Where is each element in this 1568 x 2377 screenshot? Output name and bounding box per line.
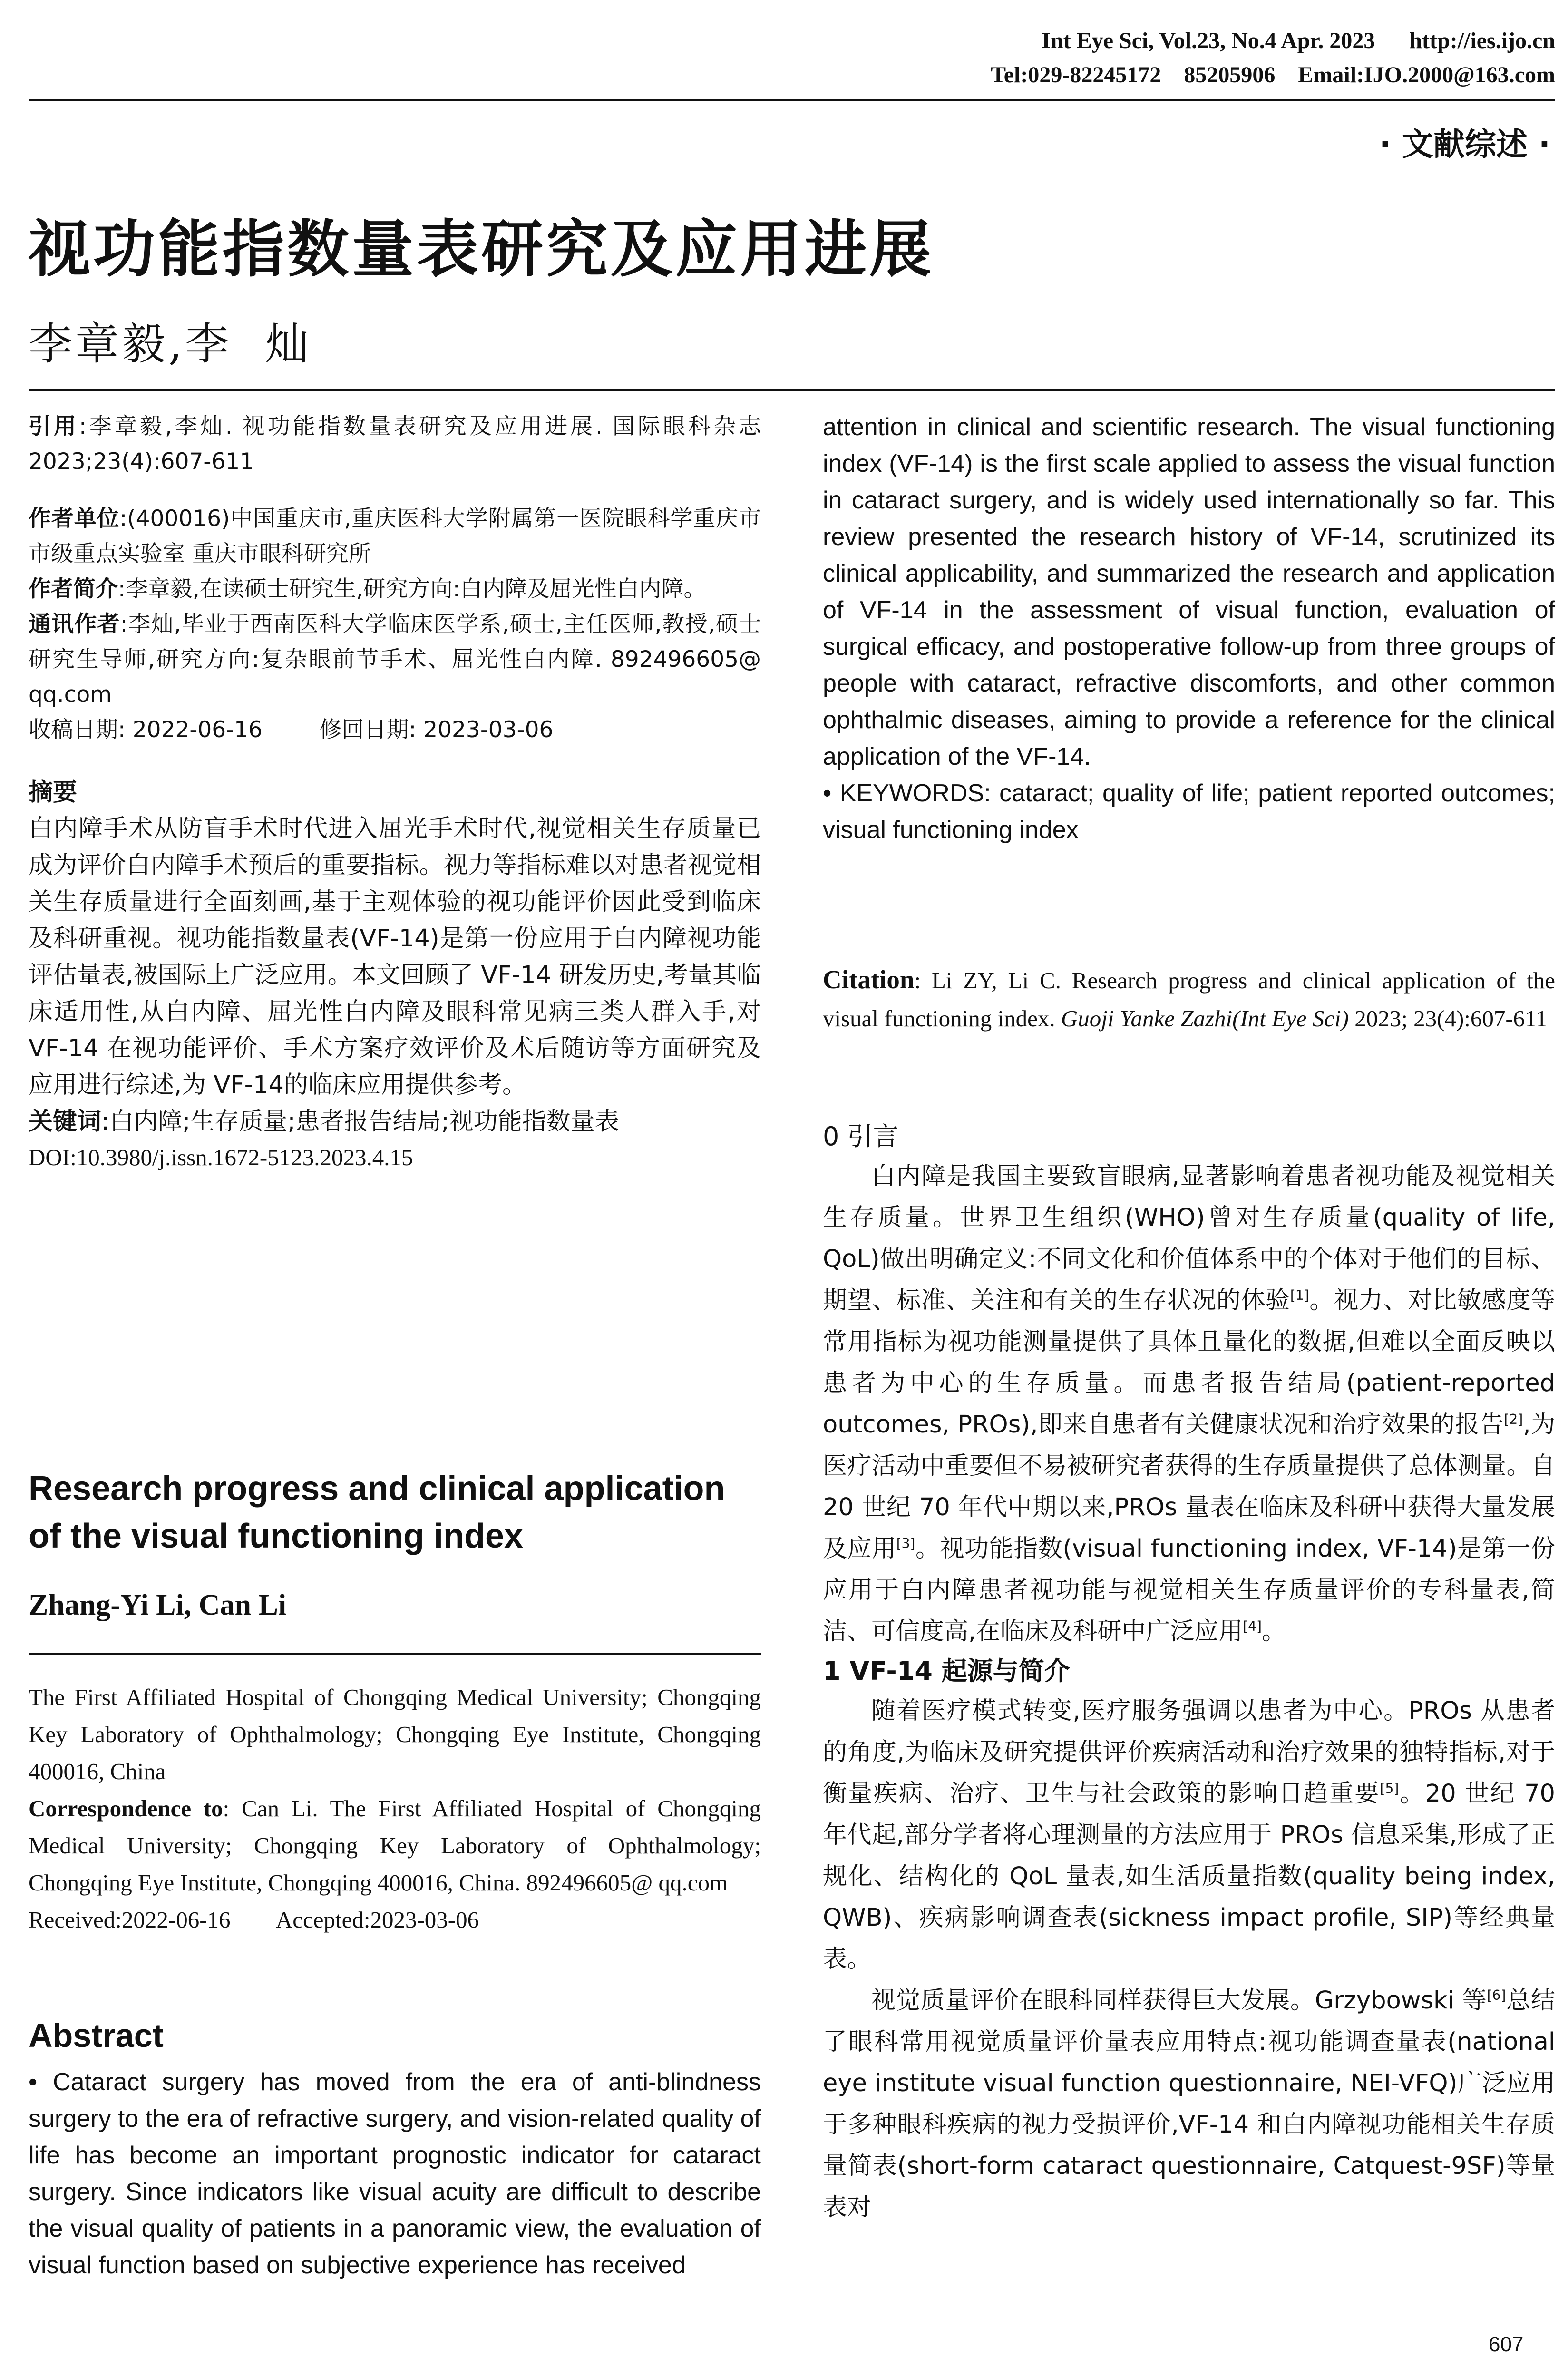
english-abstract-part2: attention in clinical and scientific research. The visual functioning index (VF-14) is the first scale applied to assess the visual function in cataract surgery, and is widely used internationally so far. This review presented the research history of VF-14, scrutinized its clinical applicability, and summarized the research and application of VF-14 in the assessment of visual function, evaluation of surgical efficacy, and postoperative follow-up from three groups of people with cataract, refractive discomforts, and other common ophthalmic diseases, aiming to provide a reference for the clinical application of the VF-14. — [823, 413, 1555, 770]
section-1-heading: 1 VF-14 起源与简介 — [823, 1656, 1070, 1686]
correspondence-cn: 通讯作者:李灿,毕业于西南医科大学临床医学系,硕士,主任医师,教授,硕士研究生导师,研究方向:复杂眼前节手术、屈光性白内障. 892496605@ qq.com — [29, 611, 761, 708]
body-text — [823, 1118, 1555, 2228]
ref-6[interactable]: [6] — [1487, 1987, 1506, 2003]
english-abstract-part1: • Cataract surgery has moved from the era of anti-blindness surgery to the era of refractive surgery, and vision-related quality of life has become an important prognostic indicator for cataract surgery. Since indicators like visual acuity are difficult to describe the visual quality of patients in a panoramic view, the evaluation of visual function based on subjective experience has received — [29, 2068, 761, 2279]
section-0-heading: 0 引言 — [823, 1121, 899, 1151]
ref-1[interactable]: [1] — [1290, 1287, 1309, 1303]
ref-2[interactable]: [2] — [1504, 1412, 1523, 1427]
citation-cn: 引用:李章毅,李灿. 视功能指数量表研究及应用进展. 国际眼科杂志 2023;23(4):607-611 — [29, 413, 761, 475]
abstract-cn-heading: 摘要 — [29, 779, 78, 807]
english-authors: Zhang-Yi Li, Can Li — [29, 1589, 287, 1621]
journal-header — [851, 24, 1555, 92]
article-info-block — [29, 409, 761, 1175]
journal-volume-info: Int Eye Sci, Vol.23, No.4 Apr. 2023 — [1042, 28, 1375, 53]
english-correspondence: Correspondence to: Can Li. The First Affiliated Hospital of Chongqing Medical University; Chongqing Key Laboratory of Ophthalmology; Chongqing Eye Institute, Chongqing 400016, China. 892496605@ qq.com — [29, 1795, 761, 1896]
english-keywords: • KEYWORDS: cataract; quality of life; patient reported outcomes; visual functioning index — [823, 779, 1555, 844]
section-label: · 文献综述 · — [1379, 126, 1550, 163]
english-abstract-continued — [823, 409, 1555, 848]
affiliation-cn: 作者单位:(400016)中国重庆市,重庆医科大学附属第一医院眼科学重庆市市级重点实验室 重庆市眼科研究所 — [29, 506, 761, 567]
header-rule — [29, 99, 1555, 101]
english-affiliation: The First Affiliated Hospital of Chongqing Medical University; Chongqing Key Laboratory of Ophthalmology; Chongqing Eye Institute, Chongqing 400016, China — [29, 1684, 761, 1784]
dates-cn: 收稿日期: 2022-06-16 修回日期: 2023-03-06 — [29, 717, 554, 743]
author-bio-cn: 作者简介:李章毅,在读硕士研究生,研究方向:白内障及屈光性白内障。 — [29, 576, 706, 602]
ref-3[interactable]: [3] — [896, 1536, 915, 1551]
article-authors: 李章毅,李 灿 — [29, 319, 312, 370]
keywords-cn: 关键词:白内障;生存质量;患者报告结局;视功能指数量表 — [29, 1108, 619, 1136]
english-abstract-heading: Abstract — [29, 2017, 164, 2054]
article-title: 视功能指数量表研究及应用进展 — [29, 213, 935, 285]
journal-contact: Tel:029-82245172 85205906 Email:IJO.2000@163.com — [991, 62, 1555, 88]
section-1-paragraph-1: 随着医疗模式转变,医疗服务强调以患者为中心。PROs 从患者的角度,为临床及研究提供评价疾病活动和治疗效果的独特指标,对于衡量疾病、治疗、卫生与社会政策的影响日趋重要[5]。20 世纪 70 年代起,部分学者将心理测量的方法应用于 PROs 信息采集,形成了正规化、结构化的 QoL 量表,如生活质量指数(quality being index, QWB)、疾病影响调查表(sickness impact profile, SIP)等经典量表。 — [823, 1697, 1555, 1973]
title-rule — [29, 389, 1555, 391]
section-1-paragraph-2: 视觉质量评价在眼科同样获得巨大发展。Grzybowski 等[6]总结了眼科常用视觉质量评价量表应用特点:视功能调查量表(national eye institute visual function questionnaire, NEI-VFQ)广泛应用于多种眼科疾病的视力受损评价,VF-14 和白内障视功能相关生存质量简表(short-form cataract questionnaire, Catquest-9SF)等量表对 — [823, 1987, 1555, 2221]
doi[interactable]: DOI:10.3980/j.issn.1672-5123.2023.4.15 — [29, 1144, 413, 1170]
ref-4[interactable]: [4] — [1243, 1618, 1262, 1634]
english-title: Research progress and clinical application of the visual functioning index — [29, 1470, 725, 1555]
ref-5[interactable]: [5] — [1380, 1781, 1399, 1796]
english-dates: Received:2022-06-16 Accepted:2023-03-06 — [29, 1907, 479, 1933]
english-title-rule — [29, 1653, 761, 1655]
abstract-cn-text: 白内障手术从防盲手术时代进入屈光手术时代,视觉相关生存质量已成为评价白内障手术预后的重要指标。视力等指标难以对患者视觉相关生存质量进行全面刻画,基于主观体验的视功能评价因此受到临床及科研重视。视功能指数量表(VF-14)是第一份应用于白内障视功能评估量表,被国际上广泛应用。本文回顾了 VF-14 研发历史,考量其临床适用性,从白内障、屈光性白内障及眼科常见病三类人群入手,对 VF-14 在视功能评价、手术方案疗效评价及术后随访等方面研究及应用进行综述,为 VF-14的临床应用提供参考。 — [29, 815, 761, 1099]
english-citation: Citation: Li ZY, Li C. Research progress and clinical application of the visual functioning index. Guoji Yanke Zazhi(Int Eye Sci) 2023; 23(4):607-611 — [823, 965, 1555, 1032]
journal-url[interactable]: http://ies.ijo.cn — [1409, 28, 1555, 53]
page-number: 607 — [1489, 2333, 1524, 2356]
english-affiliation-block — [29, 1679, 761, 1939]
section-0-paragraph: 白内障是我国主要致盲眼病,显著影响着患者视功能及视觉相关生存质量。世界卫生组织(WHO)曾对生存质量(quality of life, QoL)做出明确定义:不同文化和价值体系中的个体对于他们的目标、期望、标准、关注和有关的生存状况的体验[1]。视力、对比敏感度等常用指标为视功能测量提供了具体且量化的数据,但难以全面反映以患者为中心的生存质量。而患者报告结局(patient-reported outcomes, PROs),即来自患者有关健康状况和治疗效果的报告[2],为医疗活动中重要但不易被研究者获得的生存质量提供了总体测量。自 20 世纪 70 年代中期以来,PROs 量表在临床及科研中获得大量发展及应用[3]。视功能指数(visual functioning index, VF-14)是第一份应用于白内障患者视功能与视觉相关生存质量评价的专科量表,简洁、可信度高,在临床及科研中广泛应用[4]。 — [823, 1162, 1555, 1646]
